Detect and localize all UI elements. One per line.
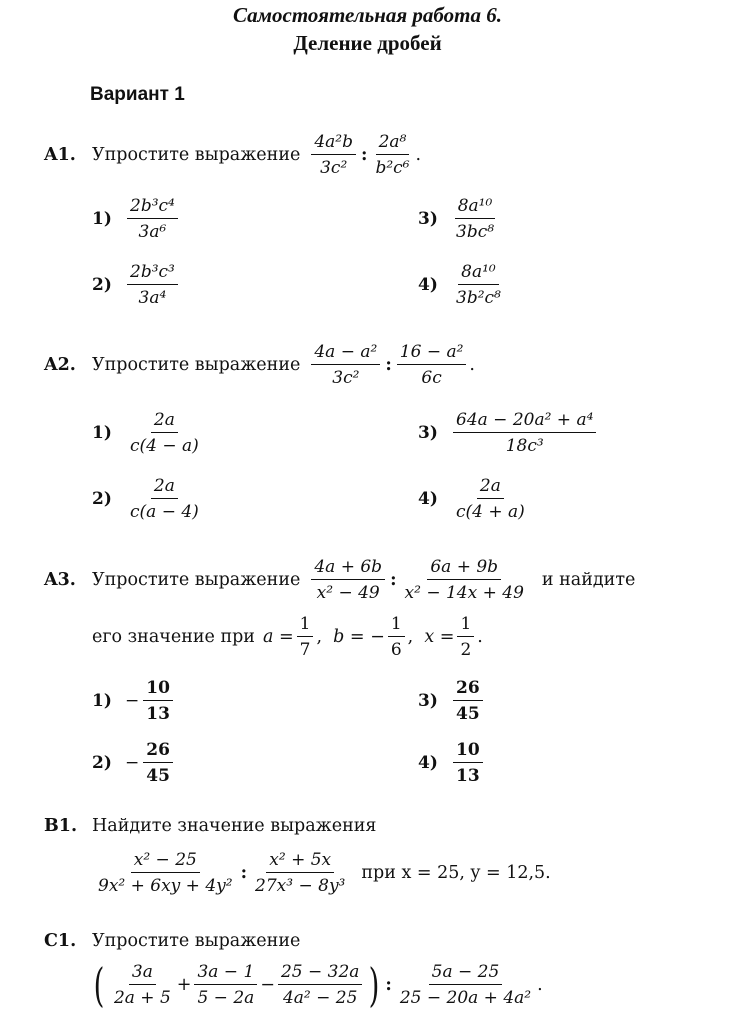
denominator: 3b²c⁸ [456, 288, 501, 308]
fraction [311, 342, 380, 388]
numerator: 1 [388, 614, 405, 637]
denominator: 2 [460, 640, 472, 660]
denominator: 3a⁴ [138, 288, 167, 308]
denominator: x² − 49 [316, 583, 380, 603]
numerator: 16 − a² [397, 342, 467, 365]
numerator: 64a − 20a² + a⁴ [453, 410, 596, 433]
fraction [252, 850, 348, 896]
numerator: x² + 5x [266, 850, 334, 873]
fraction [194, 962, 257, 1008]
denominator: 7 [299, 640, 311, 660]
task-text: Упростите выражение [92, 145, 301, 165]
option-label: 1) [92, 209, 112, 229]
fraction [95, 850, 236, 896]
fraction [111, 962, 174, 1008]
fraction [278, 962, 362, 1008]
answer-option[interactable] [418, 262, 507, 308]
option-label: 3) [418, 423, 438, 443]
numerator: 6a + 9b [427, 557, 501, 580]
fraction [372, 132, 412, 178]
numerator: 10 [453, 740, 483, 763]
answer-option[interactable] [418, 476, 531, 522]
task-text: Найдите значение выражения [92, 816, 377, 836]
answer-option[interactable] [418, 740, 486, 786]
numerator: 4a²b [311, 132, 356, 155]
denominator: 45 [146, 766, 170, 786]
denominator: 3bc⁸ [456, 222, 495, 242]
numerator: 5a − 25 [429, 962, 503, 985]
denominator: 4a² − 25 [282, 988, 358, 1008]
answer-option[interactable] [92, 476, 205, 522]
numerator: 2a [151, 476, 178, 499]
denominator: 27x³ − 8y³ [255, 876, 346, 896]
task-text: Упростите выражение [92, 931, 301, 951]
numerator: 4a − a² [311, 342, 380, 365]
task-c1-expression: ( $\frac{3a}{2a + 5}$ + $\frac{3a - 1}{5 - 2a}$ − $\frac{25 - 32a}{\text{4a² − 25}}$ ) : $\frac{5a - 25}{\text{25 − 20a + 4a²}}$ . [93, 958, 543, 1012]
answer-option[interactable] [92, 196, 181, 242]
numerator: 3a [129, 962, 156, 985]
worksheet-title: Самостоятельная работа 6. [233, 3, 502, 27]
variable-x: x = [424, 627, 455, 647]
task-a3: A3. Упростите выражение $\frac{4a + 6b}{\text{x² − 49}}$ : $\frac{6a + 9b}{\text{x² − 14x + 49}}$ и найдите [44, 557, 636, 603]
numerator: 1 [297, 614, 314, 637]
task-a2: A2. Упростите выражение $\frac{\text{4a − a²}}{\text{3c²}}$ : $\frac{\text{16 − a²}}{6c}$ . [44, 342, 475, 388]
numerator: 25 − 32a [278, 962, 362, 985]
denominator: c(4 + a) [456, 502, 525, 522]
option-label: 4) [418, 753, 438, 773]
denominator: 25 − 20a + 4a² [399, 988, 532, 1008]
option-label: 4) [418, 489, 438, 509]
answer-option[interactable] [418, 196, 500, 242]
denominator: 9x² + 6xy + 4y² [98, 876, 233, 896]
numerator: 26 [453, 678, 483, 701]
task-number: A3. [44, 570, 76, 590]
numerator: 3a − 1 [194, 962, 257, 985]
numerator: 8a¹⁰ [458, 262, 499, 285]
task-b1 [44, 816, 376, 836]
option-label: 2) [92, 489, 112, 509]
option-label: 1) [92, 423, 112, 443]
task-b1-expression: $\frac{\text{x² − 25}}{\text{9x² + 6xy + 4y²}}$ : $\frac{\text{x² + 5x}}{\text{27x³ − 8y³}}$ при x = 25, y = 12,5. [92, 850, 551, 896]
option-label: 3) [418, 691, 438, 711]
numerator: 4a + 6b [311, 557, 385, 580]
denominator: 13 [146, 704, 170, 724]
answer-option[interactable] [92, 740, 176, 786]
task-text: Упростите выражение [92, 355, 301, 375]
denominator: 6c [421, 368, 442, 388]
task-text: его значение при [92, 627, 255, 647]
left-paren: ( [93, 958, 105, 1012]
denominator: 2a + 5 [113, 988, 171, 1008]
numerator: 2b³c⁴ [127, 196, 178, 219]
answer-option[interactable] [92, 410, 205, 456]
task-number: A2. [44, 355, 76, 375]
task-number: A1. [44, 145, 76, 165]
numerator: 2a [477, 476, 504, 499]
fraction [311, 557, 385, 603]
denominator: 6 [390, 640, 402, 660]
fraction [402, 557, 527, 603]
option-label: 2) [92, 275, 112, 295]
task-number: B1. [44, 816, 78, 836]
task-number: C1. [44, 931, 77, 951]
task-text: Упростите выражение [92, 570, 301, 590]
answer-option[interactable] [92, 262, 181, 308]
fraction [397, 342, 467, 388]
denominator: c(4 − a) [130, 436, 199, 456]
task-c1 [44, 931, 300, 951]
numerator: 1 [457, 614, 474, 637]
task-a1: A1. Упростите выражение $\frac{\text{4a²b}}{\text{3c²}}$ : $\frac{\text{2a⁸}}{\text{b²c⁶}}$ . [44, 132, 422, 178]
numerator: 10 [143, 678, 173, 701]
numerator: 2a⁸ [376, 132, 410, 155]
answer-option[interactable] [418, 410, 599, 456]
denominator: 5 − 2a [197, 988, 255, 1008]
denominator: c(a − 4) [130, 502, 199, 522]
option-label: 1) [92, 691, 112, 711]
numerator: 26 [143, 740, 173, 763]
denominator: 18c³ [505, 436, 544, 456]
minus-sign: − [125, 691, 140, 711]
numerator: 2b³c³ [127, 262, 178, 285]
option-label: 3) [418, 209, 438, 229]
task-condition: при x = 25, y = 12,5. [361, 863, 551, 883]
option-label: 4) [418, 275, 438, 295]
denominator: 3a⁶ [138, 222, 167, 242]
variable-b: b = − [333, 627, 385, 647]
variable-a: a = [262, 627, 294, 647]
task-text-continued: и найдите [541, 570, 636, 590]
denominator: 13 [456, 766, 480, 786]
denominator: b²c⁶ [375, 158, 410, 178]
fraction [397, 962, 534, 1008]
denominator: 3c² [320, 158, 348, 178]
variant-label: Вариант 1 [90, 84, 185, 105]
answer-option[interactable] [92, 678, 176, 724]
numerator: x² − 25 [131, 850, 200, 873]
denominator: 3c² [332, 368, 360, 388]
minus-sign: − [125, 753, 140, 773]
answer-option[interactable] [418, 678, 486, 724]
numerator: 8a¹⁰ [455, 196, 496, 219]
option-label: 2) [92, 753, 112, 773]
denominator: x² − 14x + 49 [404, 583, 524, 603]
worksheet-subtitle: Деление дробей [293, 31, 442, 55]
fraction [311, 132, 356, 178]
right-paren: ) [368, 958, 380, 1012]
denominator: 45 [456, 704, 480, 724]
task-a3-values: его значение при a = $\frac{1}{7}$ , b = − $\frac{1}{6}$ , x = $\frac{1}{2}$ . [92, 614, 483, 660]
numerator: 2a [151, 410, 178, 433]
